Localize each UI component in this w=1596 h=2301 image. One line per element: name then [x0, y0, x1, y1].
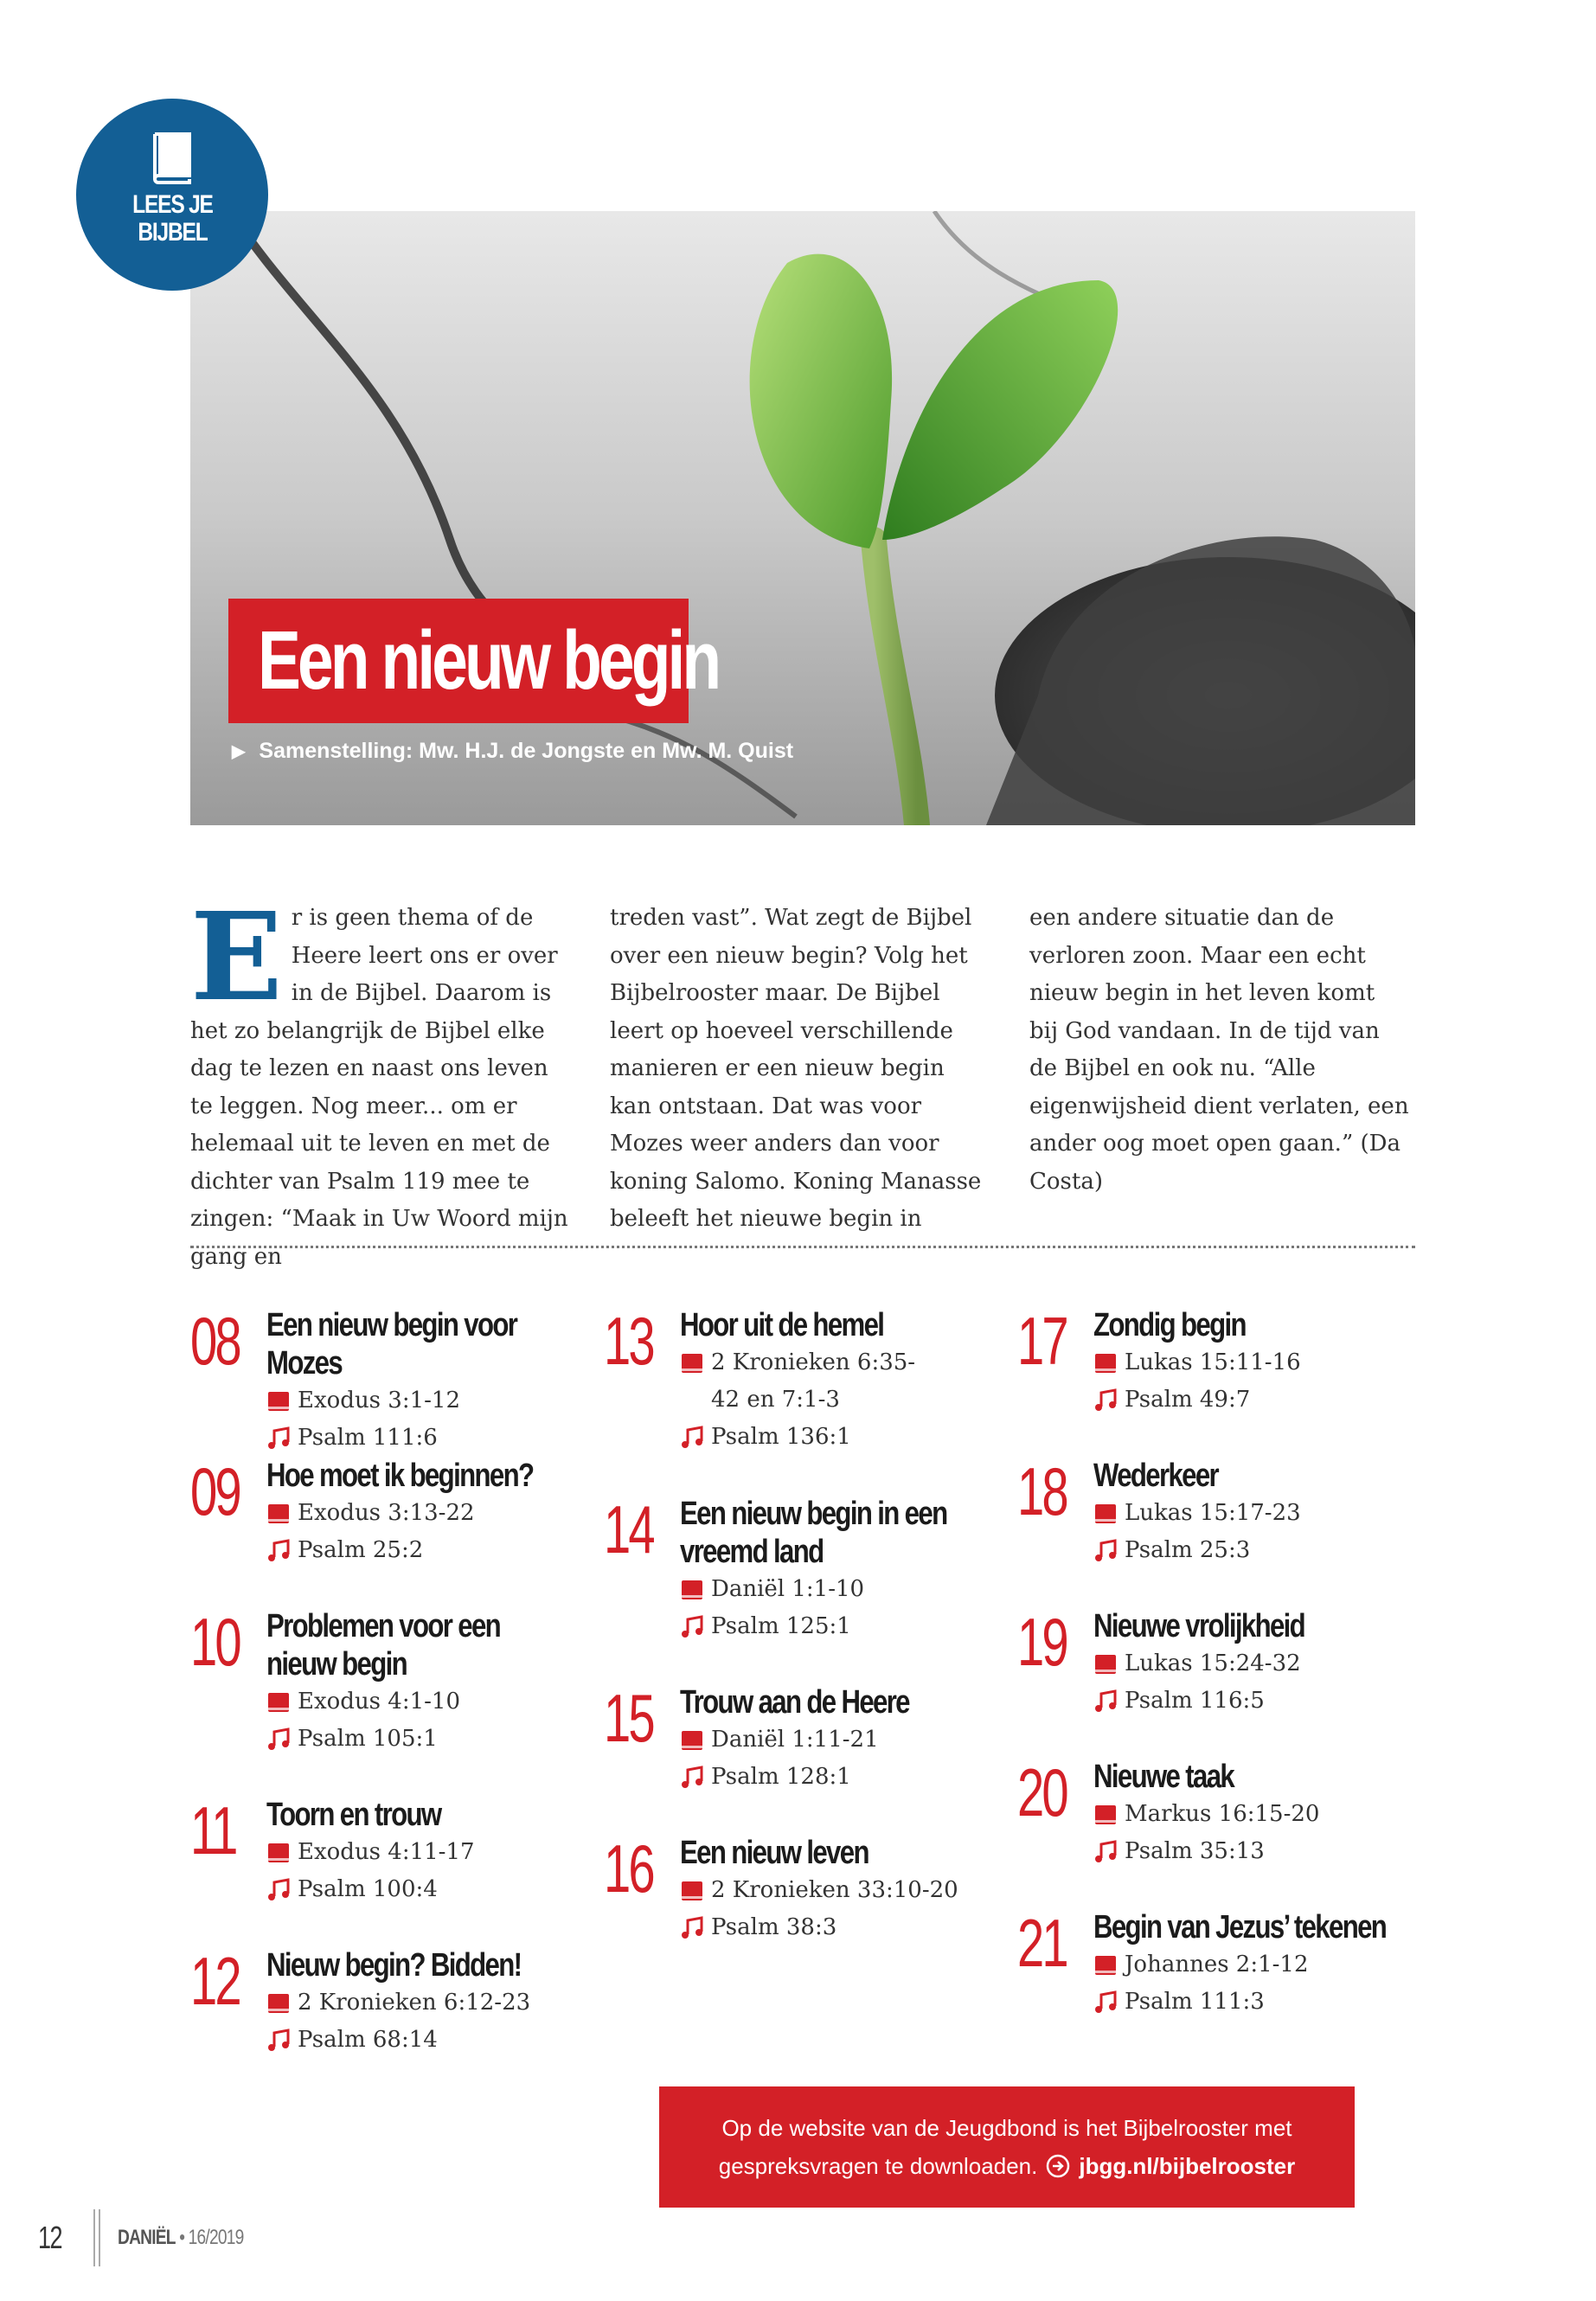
entry-title: Trouw aan de Heere	[680, 1684, 909, 1721]
bible-book-icon	[266, 1690, 291, 1715]
intro-column-2	[610, 900, 990, 1239]
day-number: 19	[1017, 1604, 1067, 1680]
day-number: 11	[190, 1792, 236, 1868]
entry-title: Zondig begin	[1093, 1307, 1246, 1343]
reading-text: Daniël 1:1-10	[711, 1576, 865, 1602]
day-number: 12	[190, 1943, 240, 2019]
psalm-text: Psalm 105:1	[298, 1726, 438, 1752]
entry-title: Een nieuw begin voor Mozes	[266, 1307, 517, 1381]
reading-text: Exodus 3:13-22	[298, 1500, 475, 1526]
bible-book-icon	[680, 1728, 704, 1753]
psalm-text: Psalm 111:3	[1125, 1989, 1265, 2015]
psalm-ref	[680, 1608, 984, 1645]
music-note-icon	[1093, 1388, 1118, 1413]
music-note-icon	[266, 1539, 291, 1563]
bible-book-icon	[266, 1502, 291, 1526]
day-number: 18	[1017, 1453, 1067, 1529]
reading-ref	[680, 1571, 984, 1608]
bible-book-icon	[680, 1879, 704, 1903]
schedule-column-1	[190, 1303, 571, 2097]
intro-col2-text: treden vast”. Wat zegt de Bijbel over een nieuw begin? Volg het Bijbelrooster maar. De Bijbel leert op hoeveel verschillende manieren er een nieuw begin kan ontstaan. Dat was voor Mozes weer anders dan voor koning Salomo. Koning Manasse beleeft het nieuwe begin in	[610, 905, 982, 1232]
music-note-icon	[680, 1766, 704, 1790]
day-number: 17	[1017, 1303, 1067, 1379]
day-number: 10	[190, 1604, 240, 1680]
bible-book-icon	[1093, 1502, 1118, 1526]
reading-text: Exodus 3:1-12	[298, 1388, 461, 1413]
schedule-column-2	[604, 1303, 984, 1984]
reading-ref	[266, 1683, 571, 1721]
music-note-icon	[266, 1727, 291, 1752]
music-note-icon	[680, 1916, 704, 1940]
schedule-entry	[604, 1830, 984, 1984]
music-note-icon	[1093, 1990, 1118, 2015]
schedule-entry	[1017, 1453, 1398, 1607]
schedule-entry	[1017, 1754, 1398, 1908]
psalm-ref	[680, 1419, 984, 1456]
psalm-ref	[266, 2022, 571, 2059]
bible-book-icon	[266, 1991, 291, 2016]
dotted-divider	[190, 1246, 1415, 1248]
bible-book-icon	[148, 131, 196, 186]
music-note-icon	[680, 1615, 704, 1639]
psalm-text: Psalm 49:7	[1125, 1387, 1251, 1413]
schedule-entry	[190, 1943, 571, 2097]
music-note-icon	[1093, 1689, 1118, 1714]
magazine-issue: DANIËL • 16/2019	[118, 2226, 244, 2249]
psalm-ref	[266, 1871, 571, 1908]
bible-book-icon	[1093, 1953, 1118, 1977]
entry-title: Hoor uit de hemel	[680, 1307, 884, 1343]
psalm-text: Psalm 125:1	[711, 1613, 851, 1639]
lees-je-bijbel-badge	[76, 99, 268, 291]
entry-title: Nieuwe taak	[1093, 1759, 1234, 1795]
circle-arrow-right-icon	[1046, 2154, 1070, 2178]
schedule-entry	[604, 1680, 984, 1834]
reading-text: Lukas 15:17-23	[1125, 1500, 1301, 1526]
reading-text: Markus 16:15-20	[1125, 1801, 1320, 1827]
banner-line-2-text: gespreksvragen te downloaden.	[718, 2153, 1038, 2179]
badge-label: LEES JE BIJBEL	[131, 190, 213, 247]
reading-ref	[680, 1344, 984, 1419]
psalm-text: Psalm 25:3	[1125, 1537, 1251, 1563]
reading-ref	[266, 1382, 571, 1420]
bijbelrooster-link[interactable]	[1046, 2147, 1295, 2185]
music-note-icon	[266, 1878, 291, 1902]
day-number: 16	[604, 1830, 653, 1907]
reading-ref	[1093, 1344, 1398, 1381]
reading-text: Daniël 1:11-21	[711, 1727, 879, 1753]
credits-text: Samenstelling: Mw. H.J. de Jongste en Mw. M. Quist	[259, 739, 794, 763]
intro-text	[190, 887, 1415, 1270]
entry-title: Toorn en trouw	[266, 1797, 441, 1833]
entry-title: Hoe moet ik beginnen?	[266, 1458, 534, 1494]
schedule-entry	[190, 1453, 571, 1607]
intro-column-3	[1029, 900, 1410, 1201]
bible-book-icon	[1093, 1652, 1118, 1676]
psalm-ref	[266, 1721, 571, 1758]
psalm-text: Psalm 128:1	[711, 1764, 851, 1790]
banner-line-1: Op de website van de Jeugdbond is het Bijbelrooster met	[721, 2115, 1292, 2141]
article-title-box	[228, 599, 719, 723]
bible-book-icon	[266, 1389, 291, 1413]
psalm-text: Psalm 136:1	[711, 1424, 851, 1450]
day-number: 15	[604, 1680, 653, 1756]
bible-book-icon	[1093, 1351, 1118, 1375]
reading-ref	[1093, 1645, 1398, 1682]
entry-title: Wederkeer	[1093, 1458, 1219, 1494]
day-number: 14	[604, 1491, 653, 1567]
entry-title: Een nieuw leven	[680, 1835, 869, 1871]
music-note-icon	[1093, 1539, 1118, 1563]
psalm-ref	[680, 1759, 984, 1796]
schedule-column-3	[1017, 1303, 1398, 2059]
entry-title: Een nieuw begin in een vreemd land	[680, 1496, 947, 1570]
reading-text: 2 Kronieken 33:10-20	[711, 1877, 958, 1903]
reading-ref	[266, 1495, 571, 1532]
schedule-entry	[1017, 1905, 1398, 2059]
psalm-ref	[1093, 1381, 1398, 1419]
triangle-arrow-icon: ▶	[232, 742, 246, 761]
schedule-entry	[604, 1303, 984, 1495]
psalm-ref	[1093, 1984, 1398, 2021]
psalm-ref	[1093, 1682, 1398, 1720]
schedule-entry	[1017, 1604, 1398, 1758]
entry-title: Nieuw begin? Bidden!	[266, 1947, 522, 1984]
intro-col1-text: r is geen thema of de Heere leert ons er over in de Bijbel. Daarom is het zo belangrijk de Bijbel elke dag te lezen en naast ons leven te leggen. Nog meer... om er helemaal uit te leven en met de dichter van Psalm 119 mee te zingen: “Maak in Uw Woord mijn gang en	[190, 905, 568, 1270]
day-number: 08	[190, 1303, 240, 1379]
page-footer	[38, 2208, 275, 2268]
bible-book-icon	[266, 1841, 291, 1865]
footer-divider	[93, 2209, 100, 2266]
banner-line-2	[719, 2147, 1296, 2185]
day-number: 21	[1017, 1905, 1067, 1981]
music-note-icon	[1093, 1840, 1118, 1864]
psalm-text: Psalm 111:6	[298, 1425, 438, 1451]
reading-ref	[1093, 1946, 1398, 1984]
bible-book-icon	[1093, 1803, 1118, 1827]
entry-title: Begin van Jezus’ tekenen	[1093, 1909, 1387, 1945]
reading-text: 2 Kronieken 6:35-42 en 7:1-3	[711, 1349, 916, 1413]
issue-number: 16/2019	[188, 2226, 244, 2249]
psalm-text: Psalm 35:13	[1125, 1838, 1265, 1864]
bible-book-icon	[680, 1351, 704, 1375]
reading-text: 2 Kronieken 6:12-23	[298, 1990, 531, 2016]
intro-col3-text: een andere situatie dan de verloren zoon. Maar een echt nieuw begin in het leven komt bij God vandaan. In de tijd van de Bijbel en ook nu. “Alle eigenwijsheid dient verlaten, een ander oog moet open gaan.” (Da Costa)	[1029, 905, 1409, 1195]
drop-cap: E	[190, 887, 283, 1029]
day-number: 13	[604, 1303, 653, 1379]
psalm-text: Psalm 116:5	[1125, 1688, 1265, 1714]
entry-title: Nieuwe vrolijkheid	[1093, 1608, 1305, 1644]
psalm-text: Psalm 25:2	[298, 1537, 424, 1563]
psalm-ref	[266, 1420, 571, 1457]
music-note-icon	[680, 1426, 704, 1450]
reading-ref	[680, 1721, 984, 1759]
download-banner	[659, 2086, 1355, 2208]
psalm-text: Psalm 68:14	[298, 2027, 438, 2053]
entry-title: Problemen voor een nieuw begin	[266, 1608, 501, 1682]
schedule-entry	[1017, 1303, 1398, 1457]
psalm-ref	[1093, 1532, 1398, 1569]
reading-ref	[266, 1834, 571, 1871]
hero-image	[190, 211, 1415, 825]
reading-ref	[1093, 1796, 1398, 1833]
reading-text: Exodus 4:1-10	[298, 1689, 461, 1715]
psalm-text: Psalm 38:3	[711, 1914, 837, 1940]
psalm-ref	[680, 1909, 984, 1946]
reading-text: Johannes 2:1-12	[1125, 1952, 1309, 1977]
psalm-ref	[1093, 1833, 1398, 1870]
reading-text: Lukas 15:24-32	[1125, 1650, 1301, 1676]
day-number: 20	[1017, 1754, 1067, 1830]
article-title: Een nieuw begin	[258, 614, 719, 707]
reading-ref	[266, 1984, 571, 2022]
music-note-icon	[266, 1426, 291, 1451]
intro-column-1	[190, 887, 571, 1276]
reading-ref	[1093, 1495, 1398, 1532]
schedule-entry	[604, 1491, 984, 1683]
psalm-ref	[266, 1532, 571, 1569]
link-text: jbgg.nl/bijbelrooster	[1079, 2153, 1296, 2179]
bible-book-icon	[680, 1578, 704, 1602]
magazine-name: DANIËL	[118, 2226, 176, 2249]
psalm-text: Psalm 100:4	[298, 1876, 438, 1902]
reading-text: Exodus 4:11-17	[298, 1839, 475, 1865]
credits-line	[232, 739, 793, 764]
reading-text: Lukas 15:11-16	[1125, 1349, 1301, 1375]
day-number: 09	[190, 1453, 240, 1529]
reading-ref	[680, 1872, 984, 1909]
schedule-entry	[190, 1303, 571, 1457]
schedule-entry	[190, 1604, 571, 1796]
page-number: 12	[38, 2220, 62, 2255]
schedule-entry	[190, 1792, 571, 1946]
music-note-icon	[266, 2029, 291, 2053]
